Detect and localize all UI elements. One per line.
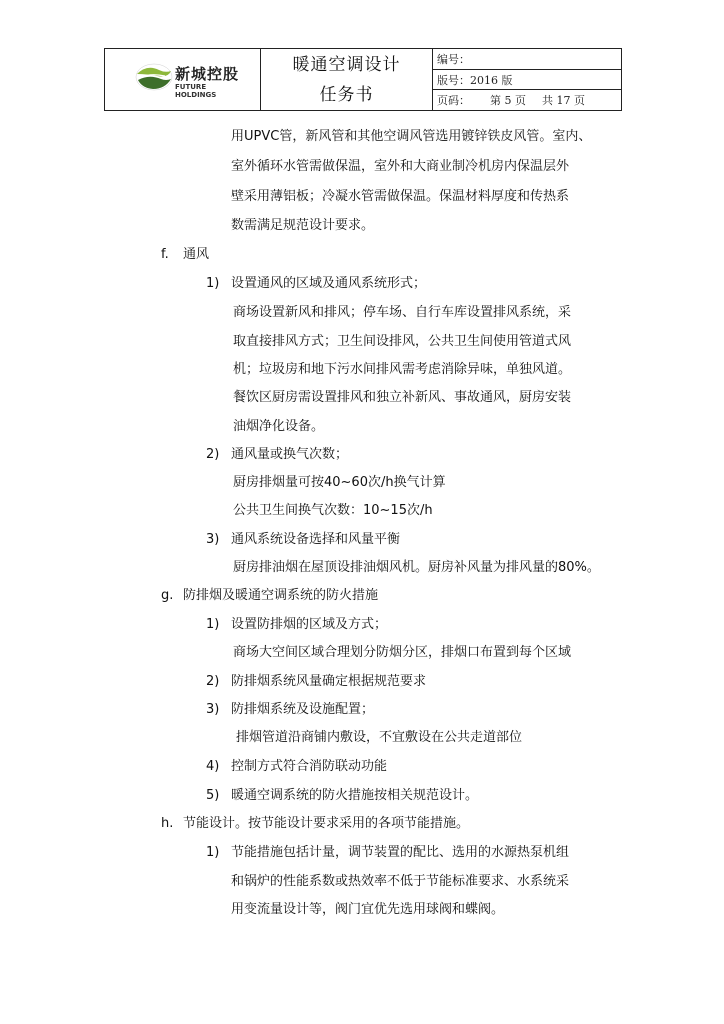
section-title: 节能设计。按节能设计要求采用的各项节能措施。 [183, 816, 470, 831]
list-marker: 2) [206, 674, 220, 689]
list-title: 防排烟系统风量确定根据规范要求 [231, 674, 427, 689]
list-marker: 1) [206, 617, 220, 632]
title-line-2: 任务书 [319, 84, 374, 105]
list-item [206, 787, 478, 805]
paragraph-line: 室外循环水管需做保温，室外和大商业制冷机房内保温层外 [231, 159, 570, 174]
list-title: 设置防排烟的区域及方式； [231, 617, 388, 632]
paragraph-line: 和锅炉的性能系数或热效率不低于节能标准要求、水系统采 [231, 874, 570, 889]
list-title: 防排烟系统及设施配置； [231, 702, 375, 717]
page-row [433, 89, 621, 110]
paragraph-line: 数需满足规范设计要求。 [231, 218, 375, 233]
page-current: 第 5 页 [490, 94, 526, 108]
list-item [206, 758, 387, 776]
list-item [206, 616, 387, 634]
section-marker: h. [161, 816, 174, 831]
list-title: 通风系统设备选择和风量平衡 [231, 532, 401, 547]
list-marker: 3) [206, 532, 220, 547]
paragraph-line: 油烟净化设备。 [233, 419, 325, 434]
page-label: 页码： [437, 94, 470, 108]
list-title: 控制方式符合消防联动功能 [231, 759, 388, 774]
paragraph-line: 用变流量设计等，阀门宜优先选用球阀和蝶阀。 [231, 902, 505, 917]
paragraph-line: 餐饮区厨房需设置排风和独立补新风、事故通风，厨房安装 [233, 390, 572, 405]
paragraph-line: 厨房排烟量可按40~60次/h换气计算 [233, 475, 446, 490]
list-marker: 1) [206, 276, 220, 291]
logo-chinese-name: 新城控股 [175, 65, 240, 83]
list-marker: 3) [206, 702, 220, 717]
paragraph-line: 厨房排油烟在屋顶设排油烟风机。厨房补风量为排风量的80%。 [233, 560, 600, 575]
list-title: 设置通风的区域及通风系统形式； [231, 276, 427, 291]
paragraph-line: 用UPVC管，新风管和其他空调风管选用镀锌铁皮风管。室内、 [231, 129, 592, 144]
section-title: 防排烟及暖通空调系统的防火措施 [183, 588, 379, 603]
section-marker: f. [161, 247, 169, 262]
paragraph-line: 公共卫生间换气次数：10~15次/h [233, 503, 433, 518]
list-item [206, 531, 400, 549]
paragraph-line: 机；垃圾房和地下污水间排风需考虑消除异味，单独风道。 [233, 362, 572, 377]
title-line-1: 暖通空调设计 [292, 54, 401, 75]
list-title: 节能措施包括计量，调节装置的配比、选用的水源热泵机组 [231, 845, 570, 860]
list-item [206, 673, 426, 691]
paragraph-line: 排烟管道沿商铺内敷设，不宜敷设在公共走道部位 [236, 730, 523, 745]
list-marker: 4) [206, 759, 220, 774]
section-heading-f [161, 246, 209, 264]
section-heading-g [161, 587, 378, 605]
logo-mark-icon [135, 62, 173, 92]
list-marker: 2) [206, 447, 220, 462]
code-row: 编号： [437, 52, 470, 66]
document-header [104, 48, 622, 111]
paragraph-line: 取直接排风方式；卫生间设排风，公共卫生间使用管道式风 [233, 334, 572, 349]
company-logo [105, 49, 261, 110]
paragraph-line: 商场大空间区域合理划分防烟分区，排烟口布置到每个区域 [233, 645, 572, 660]
paragraph-line: 商场设置新风和排风；停车场、自行车库设置排风系统，采 [233, 305, 572, 320]
paragraph-line: 壁采用薄铝板；冷凝水管需做保温。保温材料厚度和传热系 [231, 189, 570, 204]
list-item [206, 844, 569, 862]
list-item [206, 701, 374, 719]
list-item [206, 446, 348, 464]
list-title: 暖通空调系统的防火措施按相关规范设计。 [231, 788, 479, 803]
section-heading-h [161, 815, 469, 833]
document-meta [433, 49, 621, 110]
list-title: 通风量或换气次数； [231, 447, 349, 462]
document-title [261, 49, 433, 110]
page-total: 共 17 页 [542, 94, 585, 108]
section-title: 通风 [183, 247, 210, 262]
logo-english-line-2: HOLDINGS [175, 91, 217, 99]
logo-english-line-1: FUTURE [175, 83, 207, 91]
section-marker: g. [161, 588, 174, 603]
logo-english-name [175, 83, 216, 99]
list-item [206, 275, 426, 293]
version-row: 版号：2016 版 [433, 69, 621, 90]
list-marker: 1) [206, 845, 220, 860]
list-marker: 5) [206, 788, 220, 803]
